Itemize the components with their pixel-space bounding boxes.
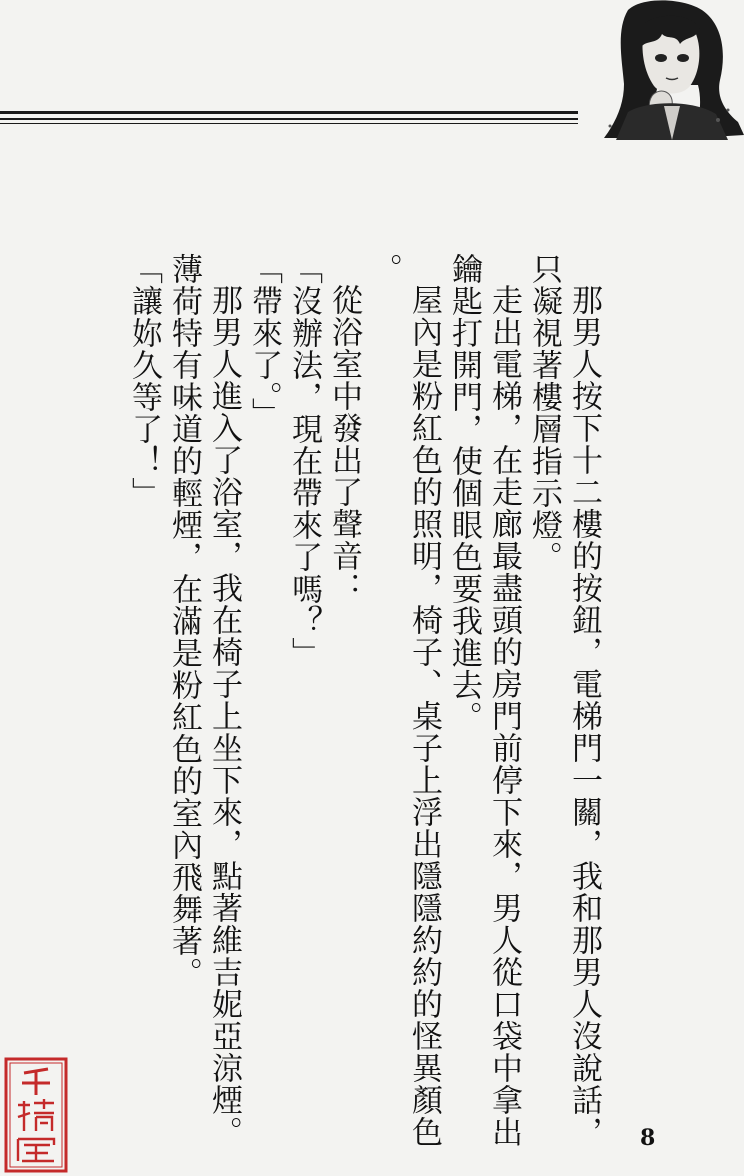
text-line: 走出電梯，在走廊最盡頭的房門前停下來，男人從口袋中拿出 [486, 284, 522, 1148]
text-line: 那男人進入了浴室，我在椅子上坐下來，點著維吉妮亞涼煙。 [206, 284, 242, 1148]
text-line: 。 [366, 253, 402, 285]
publisher-seal [4, 1057, 68, 1173]
header-illustration [598, 0, 744, 140]
dialogue-line: 「帶來了。」 [246, 253, 282, 430]
header-rule [0, 111, 578, 114]
text-line: 只凝視著樓層指示燈。 [526, 253, 562, 573]
header-rule [0, 123, 578, 124]
header-rule [0, 118, 578, 120]
text-line: 從浴室中發出了聲音： [326, 284, 362, 604]
page-number: 8 [640, 1125, 656, 1151]
text-line: 屋內是粉紅色的照明，椅子、桌子上浮出隱隱約約的怪異顏色 [406, 284, 442, 1148]
text-line: 鑰匙打開門，使個眼色要我進去。 [446, 253, 482, 733]
text-line: 薄荷特有味道的輕煙，在滿是粉紅色的室內飛舞著。 [166, 253, 202, 989]
dialogue-line: 「讓妳久等了！」 [126, 253, 162, 509]
text-line: 那男人按下十二樓的按鈕，電梯門一關，我和那男人沒說話， [566, 284, 602, 1148]
body-text-column [124, 253, 604, 1148]
dialogue-line: 「沒辦法，現在帶來了嗎？」 [286, 253, 322, 669]
